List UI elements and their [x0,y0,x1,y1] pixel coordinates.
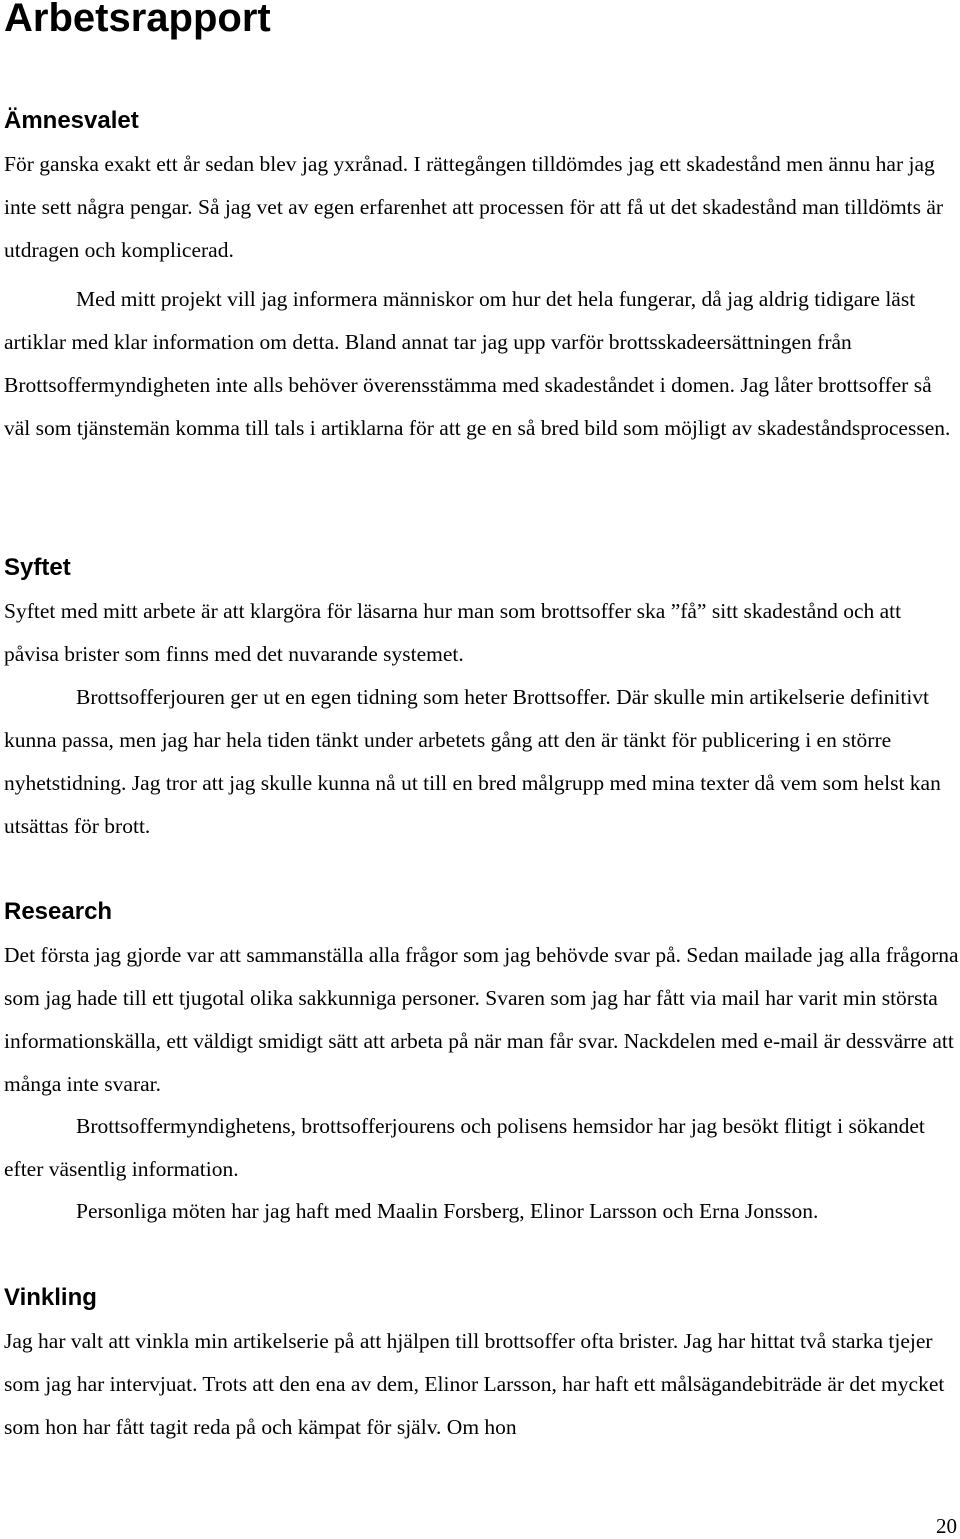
paragraph: Personliga möten har jag haft med Maalin Forsberg, Elinor Larsson och Erna Jonsson. [76,1199,819,1223]
paragraph: Med mitt projekt vill jag informera människor om hur det hela fungerar, då jag aldrig tidigare läst artiklar med klar information om detta. Bland annat tar jag upp varför brottsskadeersättningen från Brottsoffermyndigheten inte alls behöver överensstämma med skadeståndet i domen. Jag låter brottsoffer så väl som tjänstemän komma till tals i artiklarna för att ge en så bred bild som möjligt av skadeståndsprocessen. [4,287,951,440]
section-heading-amnesvalet: Ämnesvalet [4,107,139,134]
paragraph: För ganska exakt ett år sedan blev jag yxrånad. I rättegången tilldömdes jag ett skadestånd men ännu har jag inte sett några pengar. Så jag vet av egen erfarenhet att processen för att få ut det skadestånd man tilldömts är utdragen och komplicerad. [4,152,944,262]
section-heading-research: Research [4,898,113,925]
paragraph: Det första jag gjorde var att sammanställa alla frågor som jag behövde svar på. Sedan mailade jag alla frågorna som jag hade till ett tjugotal olika sakkunniga personer. Svaren som jag har fått via mail har varit min största informationskälla, ett väldigt smidigt sätt att arbeta på när man får svar. Nackdelen med e-mail är dessvärre att många inte svarar. [4,943,959,1096]
page-title: Arbetsrapport [4,0,271,40]
paragraph: Syftet med mitt arbete är att klargöra för läsarna hur man som brottsoffer ska ”få” sitt skadestånd och att påvisa brister som finns med det nuvarande systemet. [4,599,902,666]
paragraph: Brottsofferjouren ger ut en egen tidning som heter Brottsoffer. Där skulle min artikelserie definitivt kunna passa, men jag har hela tiden tänkt under arbetets gång att den är tänkt för publicering i en större nyhetstidning. Jag tror att jag skulle kunna nå ut till en bred målgrupp med mina texter då vem som helst kan utsättas för brott. [4,685,941,838]
section-heading-vinkling: Vinkling [4,1284,97,1311]
page-number: 20 [936,1514,957,1538]
paragraph: Jag har valt att vinkla min artikelserie på att hjälpen till brottsoffer ofta brister. Jag har hittat två starka tjejer som jag har intervjuat. Trots att den ena av dem, Elinor Larsson, har haft ett målsägandebiträde är det mycket som hon har fått tagit reda på och kämpat för själv. Om hon [4,1329,945,1439]
paragraph: Brottsoffermyndighetens, brottsofferjourens och polisens hemsidor har jag besökt flitigt i sökandet efter väsentlig information. [4,1114,925,1181]
section-heading-syftet: Syftet [4,554,71,581]
